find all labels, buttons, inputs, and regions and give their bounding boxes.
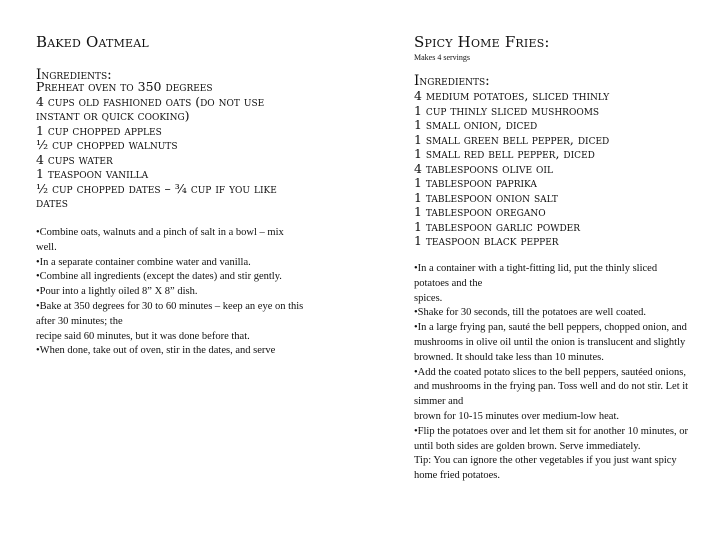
ingredient-item: 4 cups old fashioned oats (do not use instant or quick cooking) — [36, 93, 265, 123]
instruction-step: •Add the coated potato slices to the bell peppers, sautéed onions, and mushrooms in the frying pan. Toss well and do not stir. Let it simmer and — [414, 366, 689, 408]
ingredient-item: ½ cup chopped walnuts — [36, 137, 178, 152]
instruction-step: •Combine oats, walnuts and a pinch of salt in a bowl – mix well. — [36, 227, 284, 253]
instructions-list — [36, 226, 304, 359]
instruction-step: •In a separate container combine water and vanilla. — [36, 256, 251, 268]
ingredient-item: 1 cup chopped apples — [36, 122, 162, 138]
ingredient-item: 4 cups water — [36, 151, 113, 167]
instruction-step: •In a container with a tight-fitting lid, put the thinly sliced potatoes and the — [414, 263, 658, 289]
instruction-step: •Pour into a lightly oiled 8” X 8” dish. — [36, 286, 198, 298]
ingredient-item: ½ cup chopped dates – ¾ cup if you like dates — [36, 180, 277, 210]
ingredient-item: 1 small red bell pepper, diced — [414, 146, 595, 161]
instruction-step: recipe said 60 minutes, but it was done before that. — [36, 330, 250, 342]
ingredient-item: 1 teaspoon vanilla — [36, 166, 149, 181]
instructions-list — [414, 262, 690, 484]
tip-note: Tip: You can ignore the other vegetables if you just want spicy home fried potatoes. — [414, 455, 677, 482]
ingredients-heading: Ingredients: — [414, 73, 490, 89]
ingredient-item: 4 medium potatoes, sliced thinly — [414, 88, 610, 103]
ingredients-heading: Ingredients: — [36, 67, 112, 83]
ingredient-item: 1 tablespoon onion salt — [414, 189, 558, 205]
instruction-step: •In a large frying pan, sauté the bell peppers, chopped onion, and — [414, 322, 687, 334]
servings-note: Makes 4 servings — [414, 53, 470, 62]
ingredient-item: 1 small green bell pepper, diced — [414, 131, 610, 147]
recipe-title: Spicy Home Fries: — [414, 33, 550, 51]
instruction-step: •Combine all ingredients (except the dates) and stir gently. — [36, 271, 282, 283]
ingredient-item: Preheat oven to 350 degrees — [36, 79, 213, 94]
ingredient-item: 1 cup thinly sliced mushrooms — [414, 102, 600, 118]
ingredient-item: 1 tablespoon garlic powder — [414, 218, 581, 234]
ingredient-item: 1 tablespoon oregano — [414, 204, 546, 219]
instruction-step: mushrooms in olive oil until the onion is translucent and slightly browned. It should take less than 10 minutes. — [414, 336, 686, 363]
instruction-step: •When done, take out of oven, stir in the dates, and serve — [36, 345, 276, 357]
recipe-title: Baked Oatmeal — [36, 33, 149, 51]
ingredients-list — [36, 80, 308, 211]
ingredient-item: 4 tablespoons olive oil — [414, 160, 553, 176]
ingredient-item: 1 teaspoon black pepper — [414, 233, 559, 248]
instruction-step: brown for 10-15 minutes over medium-low heat. — [414, 410, 619, 422]
instruction-step: •Flip the potatoes over and let them sit for another 10 minutes, or until both sides are golden brown. Serve immediately. — [414, 425, 688, 452]
ingredient-item: 1 tablespoon paprika — [414, 175, 537, 190]
instruction-step: •Shake for 30 seconds, till the potatoes are well coated. — [414, 307, 646, 319]
ingredient-item: 1 small onion, diced — [414, 117, 538, 132]
instruction-step: spices. — [414, 292, 443, 304]
ingredients-list — [414, 89, 692, 249]
instruction-step: •Bake at 350 degrees for 30 to 60 minutes – keep an eye on this after 30 minutes; the — [36, 300, 304, 327]
